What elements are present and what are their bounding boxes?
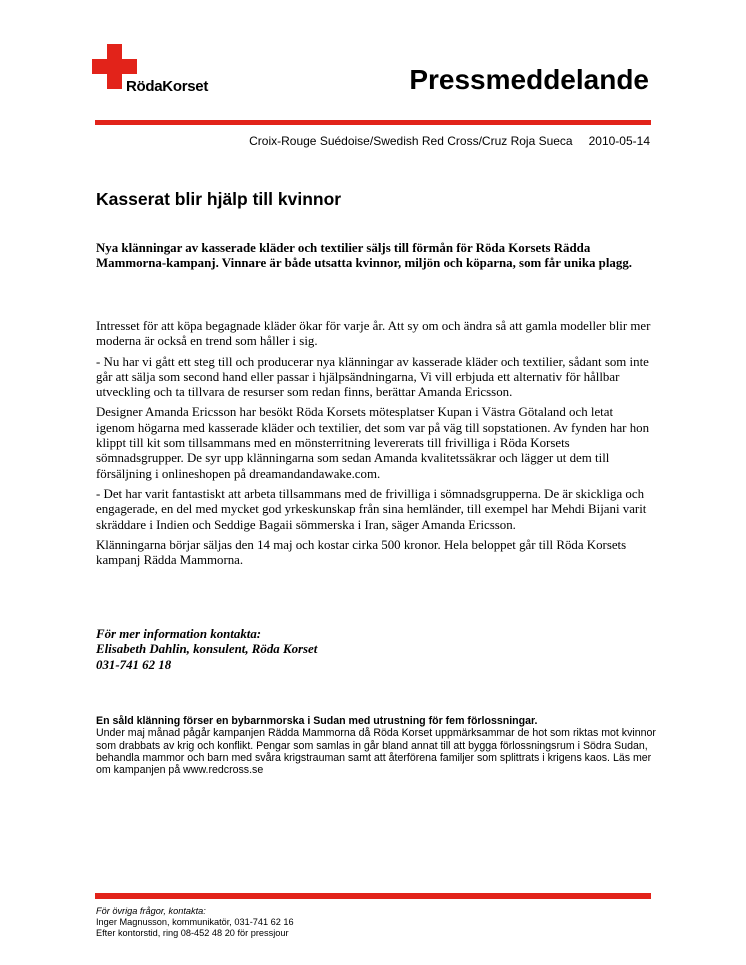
article-paragraph: Intresset för att köpa begagnade kläder ökar för varje år. Att sy om och ändra så att gamla modeller blir mer moderna är också en trend som håller i sig. — [96, 319, 651, 349]
logo-text: RödaKorset — [126, 78, 209, 95]
contact-block — [96, 627, 317, 673]
article-paragraph: Designer Amanda Ericsson har besökt Röda Korsets mötesplatser Kupan i Västra Götaland och letat igenom högarna med kasserade kläder och textilier, det som var på väg till sopstationen. Av fynden har hon klippt till kit som tillsammans med en mönsterritning levererats till frivilliga i Röda Korsets sömnadsgrupper. De syr upp klänningarna som sedan Amanda kvalitetssäkrar och lägger ut dem till försäljning i onlineshopen på dreamandandawake.com. — [96, 405, 650, 481]
campaign-text: Under maj månad pågår kampanjen Rädda Mammorna då Röda Korset uppmärksammar de hot som riktas mot kvinnor som drabbats av krig och konflikt. Pengar som samlas in går bland annat till att bygga förlossningsrum i Södra Sudan, behandla mammor och barn med svåra krigstrauman samt att återförena familjer som splittrats i krigens kaos. Läs mer om kampanjen på www.redcross.se — [96, 727, 656, 777]
red-cross-icon-bar — [92, 59, 137, 74]
campaign-block — [96, 715, 656, 776]
red-cross-logo — [92, 44, 232, 104]
article-headline: Kasserat blir hjälp till kvinnor — [96, 189, 342, 209]
article-body — [96, 319, 652, 573]
release-date: 2010-05-14 — [588, 134, 650, 148]
bottom-divider — [95, 893, 651, 899]
contact-phone: 031-741 62 18 — [96, 657, 172, 672]
top-divider — [95, 120, 651, 125]
campaign-title: En såld klänning förser en bybarnmorska i Sudan med utrustning för fem förlossningar. — [96, 715, 538, 727]
contact-person: Elisabeth Dahlin, konsulent, Röda Korset — [96, 642, 318, 657]
article-paragraph: Klänningarna börjar säljas den 14 maj och kostar cirka 500 kronor. Hela beloppet går till Röda Korsets kampanj Rädda Mammorna. — [96, 537, 627, 568]
article-paragraph: - Nu har vi gått ett steg till och producerar nya klänningar av kasserade kläder och textilier, sådant som inte går att sälja som second hand eller passar i hjälpsändningarna, Vi vill erbjuda ett alternativ för hållbar utveckling och ta tillvara de resurser som redan finns, berättar Amanda Ericsson. — [96, 354, 649, 400]
article-paragraph: - Det har varit fantastiskt att arbeta tillsammans med de frivilliga i sömnadsgrupperna. De är skickliga och engagerade, en del med mycket god yrkeskunskap från sina hemländer, till exempel har Mehdi Bijani varit skräddare i Indien och Seddige Bagaii sömmerska i Iran, säger Amanda Ericsson. — [96, 486, 647, 532]
article-lead: Nya klänningar av kasserade kläder och textilier säljs till förmån för Röda Korsets Rädda Mammorna-kampanj. Vinnare är både utsatta kvinnor, miljön och köparna, som får unika plagg. — [96, 241, 632, 271]
org-line — [249, 134, 650, 148]
org-name: Croix-Rouge Suédoise/Swedish Red Cross/Cruz Roja Sueca — [249, 134, 573, 148]
page-title: Pressmeddelande — [409, 64, 649, 95]
footer — [96, 906, 294, 938]
footer-line-2: Efter kontorstid, ring 08-452 48 20 för pressjour — [96, 927, 289, 938]
footer-line-1: Inger Magnusson, kommunikatör, 031-741 62 16 — [96, 916, 294, 927]
footer-heading: För övriga frågor, kontakta: — [96, 906, 206, 916]
contact-heading: För mer information kontakta: — [96, 627, 262, 641]
